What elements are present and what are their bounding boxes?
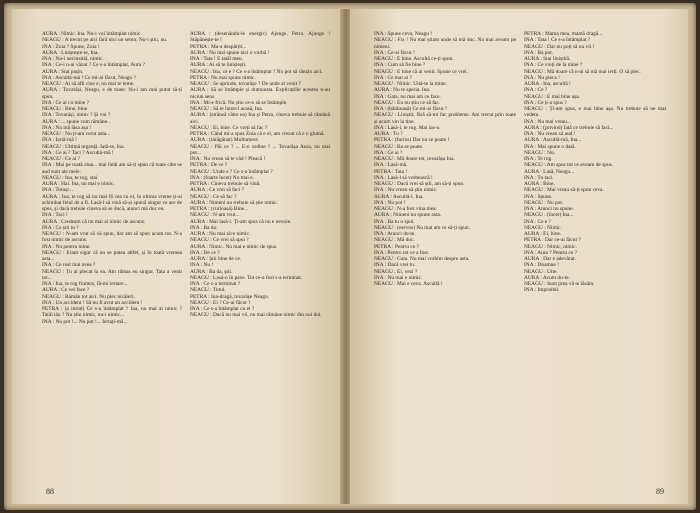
dialogue-line: INA : Iartă-mă ! bbox=[42, 137, 77, 144]
dialogue-line: NEAGU : Ai să afli cine e, nu mai te teme. bbox=[42, 81, 135, 87]
dialogue-line: INA : Aura ? Pentru ce ? bbox=[524, 249, 577, 256]
dialogue-line: PETRA : (curioasă) Bine... bbox=[190, 206, 249, 212]
dialogue-line: INA : Doamne ! bbox=[524, 262, 559, 269]
dialogue-line: PETRA : Ma-a despărțit... bbox=[190, 43, 247, 50]
dialogue-line: NEAGU : Ce să fac ? bbox=[190, 193, 237, 200]
dialogue-line: NEAGU : Bine, bine. bbox=[42, 106, 89, 112]
dialogue-line: NEAGU : Mă doare că n-ai să mă mai ierți. O să plec. bbox=[524, 68, 641, 75]
dialogue-line: INA : Ascultă-mă ! Ce mi-ai făcut, Neagu ? bbox=[42, 74, 136, 81]
dialogue-line: INA : Ce ți-a spus ? bbox=[524, 99, 567, 106]
dialogue-line: AURA : Ascultă-mă, Ina... bbox=[524, 137, 582, 144]
dialogue-line: AURA : Dar e adevărat. bbox=[524, 256, 576, 262]
dialogue-line: NEAGU : E bine că ai venit. Spune ce vrei. bbox=[374, 68, 468, 75]
dialogue-line: AURA : Stai puțin. bbox=[42, 68, 84, 75]
dialogue-line: AURA : Ce vrei să faci ? bbox=[190, 187, 244, 194]
dialogue-line: AURA : Nu mai spune nici o vorbă ! bbox=[190, 49, 270, 56]
dialogue-line: PETRA : De ce ? bbox=[190, 162, 228, 169]
dialogue-line: PETRA : Dar ce-ai făcut ? bbox=[524, 237, 581, 244]
dialogue-line: INA : Ce-i n-ai văzut ? Ce s-a întâmplat, Aura ? bbox=[42, 62, 145, 69]
dialogue-line: AURA : Bine. bbox=[524, 181, 555, 187]
dialogue-line: PETRA : Nu mai spune nimic. bbox=[190, 74, 256, 81]
dialogue-line: NEAGU : E bine. Ascultă ce-ți spun. bbox=[374, 56, 454, 62]
dialogue-line: INA : Ce rost mai avea ? bbox=[42, 262, 96, 269]
left-page-column-2 bbox=[190, 31, 330, 482]
dialogue-line: NEAGU : Se aprinde, tovarășe ? De unde ai venit ? bbox=[190, 81, 301, 87]
dialogue-line: AURA : Tovarăși, Neagu, e de toate. Nu-i am mai putut să-ți spun. bbox=[42, 87, 182, 100]
dialogue-line: PETRA : Ina-dragă, tovarășe Neagu. bbox=[190, 293, 270, 300]
dialogue-line: NEAGU : Dacă vrei să știi, am să-ți spun. bbox=[374, 181, 465, 187]
dialogue-line: INA : Ba pot. bbox=[524, 49, 554, 56]
dialogue-line: PETRA : Cineva trebuie să vină. bbox=[190, 181, 261, 187]
dialogue-line: INA : Nu vreau să știu nimic. bbox=[374, 187, 438, 194]
dialogue-line: INA : Nu mai vreau... bbox=[524, 118, 571, 125]
dialogue-line: INA : Spune ceva, Neagu ! bbox=[374, 31, 433, 37]
dialogue-line: NEAGU : Ce ai ? bbox=[42, 156, 81, 162]
dialogue-line: AURA : (desenându-le energic) Ajunge, Petra. Ajunge ! Stăpânește-te ! bbox=[190, 31, 330, 44]
dialogue-line: INA : Ba tu o spui. bbox=[374, 218, 415, 225]
dialogue-line: INA : Ina, te rog frumos, fă-mi iertare... bbox=[42, 281, 128, 287]
dialogue-line: INA : Nu vreau să te văd ! Pleacă ! bbox=[190, 156, 266, 162]
dialogue-line: NEAGU : Ina, te rog, stai. bbox=[42, 174, 99, 181]
dialogue-line: PETRA : Când mi-a spus Zoia că e el, am crezut că e o glumă. bbox=[190, 131, 325, 137]
dialogue-line: AURA : Ina, ascultă ! bbox=[524, 81, 571, 87]
dialogue-line: INA : Tu taci. bbox=[524, 174, 554, 181]
dialogue-line: NEAGU : Eram sigur că nu se putea altfel, și în toată vremea asta... bbox=[42, 249, 182, 262]
dialogue-line: INA : Nu pleca ! bbox=[524, 74, 560, 81]
dialogue-line: NEAGU : Eu nu știu ce să fac. bbox=[374, 99, 441, 106]
dialogue-line: INA : Atunci du-te. bbox=[374, 231, 416, 237]
dialogue-line: AURA : (strânsă către ea) Ina și Petra, cineva trebuie să rămână aici. bbox=[190, 112, 330, 125]
dialogue-line: AURA : ... spune cum rămâne... bbox=[42, 118, 112, 125]
dialogue-line: NEAGU : Păi ce ? ... E-n ordine ? ... Tovarășa Aura, nu mai pot... bbox=[190, 143, 330, 156]
dialogue-line: INA : Nu mă lăsa așa ! bbox=[42, 124, 92, 131]
dialogue-line: AURA : Nu te speria. Ina. bbox=[374, 87, 431, 94]
dialogue-line: INA : Nu mai e nimic. bbox=[374, 274, 423, 281]
dialogue-line: INA : Cum să fie bine ? bbox=[374, 62, 426, 69]
dialogue-line: NEAGU : Ce vrei să spui ? bbox=[190, 237, 249, 244]
dialogue-line: INA : Nu pot !... Nu pot !... Iertați-mă... bbox=[42, 318, 128, 325]
dialogue-line: AURA : Să se întâmple și dumneata. Explicațiile acestea n-au niciun sens. bbox=[190, 87, 330, 100]
dialogue-line: NEAGU : Nimic. bbox=[524, 224, 562, 231]
dialogue-line: INA : Taci ! bbox=[42, 212, 68, 219]
dialogue-line: INA : Tata ! Ce s-a întâmplat ? bbox=[524, 37, 591, 44]
dialogue-line: INA : Tata ! E tatăl meu. bbox=[190, 56, 243, 62]
dialogue-line: NEAGU : Mă doare tot, tovarășa Ina. bbox=[374, 156, 455, 162]
dialogue-line: INA : Ce ai ? Taci ? Ascultă-mă ! bbox=[42, 149, 114, 156]
dialogue-line: NEAGU : Nimic. Uită-te la mine. bbox=[374, 81, 447, 87]
dialogue-line: NEAGU : Totul. bbox=[190, 287, 226, 294]
dialogue-line: NEAGU : Ultimă urgență. Iată-te, Ina. bbox=[42, 143, 125, 150]
dialogue-line: AURA : Liniștește-te, Ina. bbox=[42, 49, 99, 56]
right-page bbox=[350, 9, 688, 504]
dialogue-line: NEAGU : Am spus tot ce aveam de spus. bbox=[524, 162, 614, 169]
dialogue-line: INA : Ba da. bbox=[190, 224, 218, 231]
dialogue-line: PETRA : (furios) Dar nu se poate ! bbox=[374, 137, 450, 144]
dialogue-line: AURA : Știi bine de ce. bbox=[190, 256, 242, 262]
dialogue-line: AURA : Nimic. Nu mai e nimic de spus. bbox=[190, 243, 278, 250]
dialogue-line: INA : Spune. bbox=[524, 193, 553, 200]
dialogue-line: NEAGU : Să te întorci acasă, Ina. bbox=[190, 106, 264, 112]
dialogue-line: NEAGU : Ei, vezi ? bbox=[374, 268, 418, 275]
dialogue-line: INA : Pentru tot ce a fost. bbox=[374, 249, 430, 256]
dialogue-line: INA : Nu pentru mine. bbox=[42, 243, 91, 250]
dialogue-line: INA : Un accident ! Să nu fi avut un accident ! bbox=[42, 299, 143, 306]
dialogue-line: INA : Gata, nu mai am ce face. bbox=[374, 93, 441, 100]
right-page-column-2 bbox=[524, 31, 666, 482]
dialogue-line: PETRA : Tata ! bbox=[374, 168, 408, 175]
dialogue-line: NEAGU : Lasă-o în pace. Tot ce-a fost s-a terminat. bbox=[190, 274, 303, 281]
dialogue-line: AURA : Nimic. Ina. Nu-i voi întâmplat nimic. bbox=[42, 31, 142, 37]
dialogue-line: INA : Imposibil. bbox=[524, 287, 560, 294]
open-book bbox=[4, 3, 696, 510]
dialogue-line: INA : Nu vreau să aud ! bbox=[524, 131, 576, 137]
dialogue-line: NEAGU : Gata. Nu mai vorbim despre asta. bbox=[374, 256, 470, 262]
dialogue-line: AURA : (privind) Iată ce trebuie să faci... bbox=[524, 124, 614, 131]
dialogue-line: AURA : Ascultă-l, Ina. bbox=[374, 193, 424, 200]
dialogue-line: INA : Nu-i necinstită, nimic. bbox=[42, 56, 104, 62]
dialogue-line: NEAGU : Nu. bbox=[524, 149, 555, 156]
dialogue-line: NEAGU : N-a fost vina mea. bbox=[374, 206, 437, 212]
dialogue-line: NEAGU : Nu ți-am cerut asta... bbox=[42, 131, 111, 137]
dialogue-line: INA : Ce s-a întâmplat cu el ? bbox=[190, 306, 255, 312]
dialogue-line: NEAGU : Ba se poate. bbox=[374, 143, 424, 150]
dialogue-line: NEAGU : Nu pot. bbox=[524, 199, 564, 206]
dialogue-line: INA : Atunci nu spune. bbox=[524, 206, 574, 212]
dialogue-line: INA : Mi-e frică. Nu știu ce-o să se întâmple. bbox=[190, 99, 288, 106]
dialogue-line: AURA : Ei, bine. bbox=[524, 231, 562, 237]
dialogue-line: NEAGU : N-am vrut... bbox=[190, 212, 240, 219]
dialogue-line: NEAGU : Fix ! Nu mai știam unde să mă duc. Nu mai aveam pe nimeni. bbox=[374, 37, 516, 50]
dialogue-line: NEAGU : (nervos) Nu mai am ce să-ți spun. bbox=[374, 224, 470, 231]
dialogue-line: INA : Mai spune o dată. bbox=[524, 143, 576, 150]
dialogue-line: INA : Lasă-l, te rog. Mai las-o. bbox=[374, 124, 441, 131]
dialogue-line: INA : Ce vreți de la mine ? bbox=[524, 62, 583, 69]
right-page-columns bbox=[374, 31, 666, 482]
dialogue-line: INA : Dacă vrei tu. bbox=[374, 262, 416, 269]
dialogue-line: INA : Ce știi tu ? bbox=[42, 224, 79, 231]
dialogue-line: INA : Ce mai ai ? bbox=[374, 74, 412, 81]
dialogue-line: NEAGU : E mai bine așa. bbox=[524, 93, 580, 100]
dialogue-line: AURA : Ai să te liniștești. bbox=[190, 62, 247, 69]
dialogue-line: INA : Mai pe toată ziua... mai întâi am să-ți spun că toate câte se aud sunt ale mele. bbox=[42, 162, 182, 175]
left-page bbox=[12, 9, 342, 504]
dialogue-line: AURA : Acum du-te. bbox=[524, 274, 570, 281]
dialogue-line: NEAGU : Ina, ce e ? Ce s-a întâmplat ? Nu pot să rămân aici. bbox=[190, 68, 323, 75]
right-page-number: 89 bbox=[656, 487, 664, 496]
dialogue-line: NEAGU : Dacă nu mai vii, nu mai rămâne nimic din noi doi. bbox=[190, 312, 322, 319]
dialogue-line: AURA : Mai lasă-l. Ți-am spus că nu e nevoie. bbox=[190, 218, 292, 225]
dialogue-line: INA : Lasă-l să vorbească ! bbox=[374, 174, 433, 181]
dialogue-line: INA : Ce s-a terminat ? bbox=[190, 281, 241, 287]
dialogue-line: INA : (foarte încet) Nu mai e. bbox=[190, 174, 254, 181]
dialogue-line: AURA : Ba da, știi. bbox=[190, 268, 233, 275]
dialogue-line: NEAGU : Dar nu poți să nu vii ! bbox=[524, 43, 595, 50]
dialogue-line: NEAGU : Sunt prea vă te lăsăm. bbox=[524, 281, 595, 287]
dialogue-line: NEAGU : Liniștit, fără să-mi fac probleme. Am trecut prin toate și acum vin la tine. bbox=[374, 112, 516, 125]
left-page-number: 88 bbox=[46, 487, 54, 496]
dialogue-line: AURA : Credeam că nu mai ai nimic de ascuns. bbox=[42, 218, 146, 225]
dialogue-line: AURA : Nu mai zice nimic. bbox=[190, 231, 251, 237]
dialogue-line: PETRA : Mama mea, mamă dragă... bbox=[524, 31, 603, 37]
dialogue-line: INA : Nu ! bbox=[190, 262, 214, 269]
dialogue-line: INA : Totuși... bbox=[42, 187, 73, 194]
dialogue-line: NEAGU : Nimic, nimic. bbox=[524, 243, 577, 250]
dialogue-line: NEAGU : (încet) Ina... bbox=[524, 212, 574, 219]
dialogue-line: AURA : Lasă, Neagu... bbox=[524, 168, 575, 175]
left-page-columns bbox=[42, 31, 330, 482]
dialogue-line: INA : (bătăioasă) Ce mi-ai făcut ? bbox=[374, 106, 448, 112]
dialogue-line: INA : Lasă-mă. bbox=[374, 162, 408, 169]
right-page-column-1 bbox=[374, 31, 516, 482]
dialogue-line: INA : De ce ? bbox=[190, 249, 220, 256]
dialogue-line: NEAGU : Ei ? Ce-ai făcut ? bbox=[190, 299, 251, 306]
dialogue-line: PETRA : Pentru ce ? bbox=[374, 243, 419, 250]
dialogue-line: INA : Ce ? bbox=[524, 87, 548, 94]
dialogue-line: NEAGU : Mă duc. bbox=[374, 237, 415, 244]
dialogue-line: INA : Zoia ? Spune, Zoia ! bbox=[42, 43, 100, 50]
dialogue-line: NEAGU : Uite. bbox=[524, 268, 558, 275]
dialogue-line: AURA : Nimeni nu trebuie să știe nimic. bbox=[190, 199, 279, 206]
dialogue-line: INA : Te rog. bbox=[524, 156, 553, 162]
dialogue-line: NEAGU : Rămân tot aici. Nu plec nicăieri. bbox=[42, 293, 135, 300]
dialogue-line: AURA : Stai liniștită. bbox=[524, 56, 571, 62]
dialogue-line: INA : Ce-ai făcut ? bbox=[374, 49, 416, 56]
dialogue-line: INA : Ce e ? bbox=[524, 218, 551, 225]
dialogue-line: PETRA : (a intrat) Ce s-a întâmplat ? Ina, nu mai ai nimic ? Tatăl tău ? Nu știu nimic, nu-i nimic... bbox=[42, 306, 182, 319]
dialogue-line: NEAGU : N-am vrut să vă spun, dar am să spun acum tot. N-a fost nimic de ascuns. bbox=[42, 231, 182, 244]
dialogue-line: AURA : (tărăgănat) Multumesc. bbox=[190, 137, 260, 144]
dialogue-line: AURA : Nimeni nu spune asta. bbox=[374, 212, 442, 219]
dialogue-line: NEAGU : Mai e ceva. Ascultă ! bbox=[374, 281, 443, 287]
dialogue-line: NEAGU : A trecut pe aici fără nici un semn. Nu-i știu, nu. bbox=[42, 37, 168, 44]
dialogue-line: NEAGU : Ei, bine. Ce vreți să fac ? bbox=[190, 124, 268, 131]
dialogue-line: AURA : Ina, te rog să nu mai fii rea cu el, în ultima vreme ți-ai schimbat felul de a fi. Lasă-l să vină să-și spună singur ce are de spus, și dacă trebuie cineva să se ducă, atunci mă duc eu. bbox=[42, 193, 182, 212]
left-page-column-1 bbox=[42, 31, 182, 482]
dialogue-line: NEAGU : Unde e ? Ce s-a întâmplat ? bbox=[190, 168, 273, 175]
dialogue-line: NEAGU : Tu ai plecat la ea. Am rămas eu singur. Tata a venit tot... bbox=[42, 268, 182, 281]
dialogue-line: INA : Nu pot ! bbox=[374, 199, 406, 206]
dialogue-line: AURA : Ce vei face ? bbox=[42, 287, 90, 294]
dialogue-line: NEAGU : Mai vreau să-ți spun ceva. bbox=[524, 187, 604, 194]
dialogue-line: AURA : Tu ? bbox=[374, 131, 403, 137]
dialogue-line: INA : Tovarăși, nimic ? Și voi ? bbox=[42, 112, 111, 119]
dialogue-line: AURA : Hai. Ina, nu mai e nimic. bbox=[42, 181, 115, 187]
dialogue-line: INA : Ce ai cu mine ? bbox=[42, 99, 90, 106]
dialogue-line: NEAGU : Ți-am spus, e mai bine așa. Nu trebuie să ne mai vedem. bbox=[524, 106, 666, 119]
dialogue-line: INA : Ce ai ? bbox=[374, 149, 403, 156]
